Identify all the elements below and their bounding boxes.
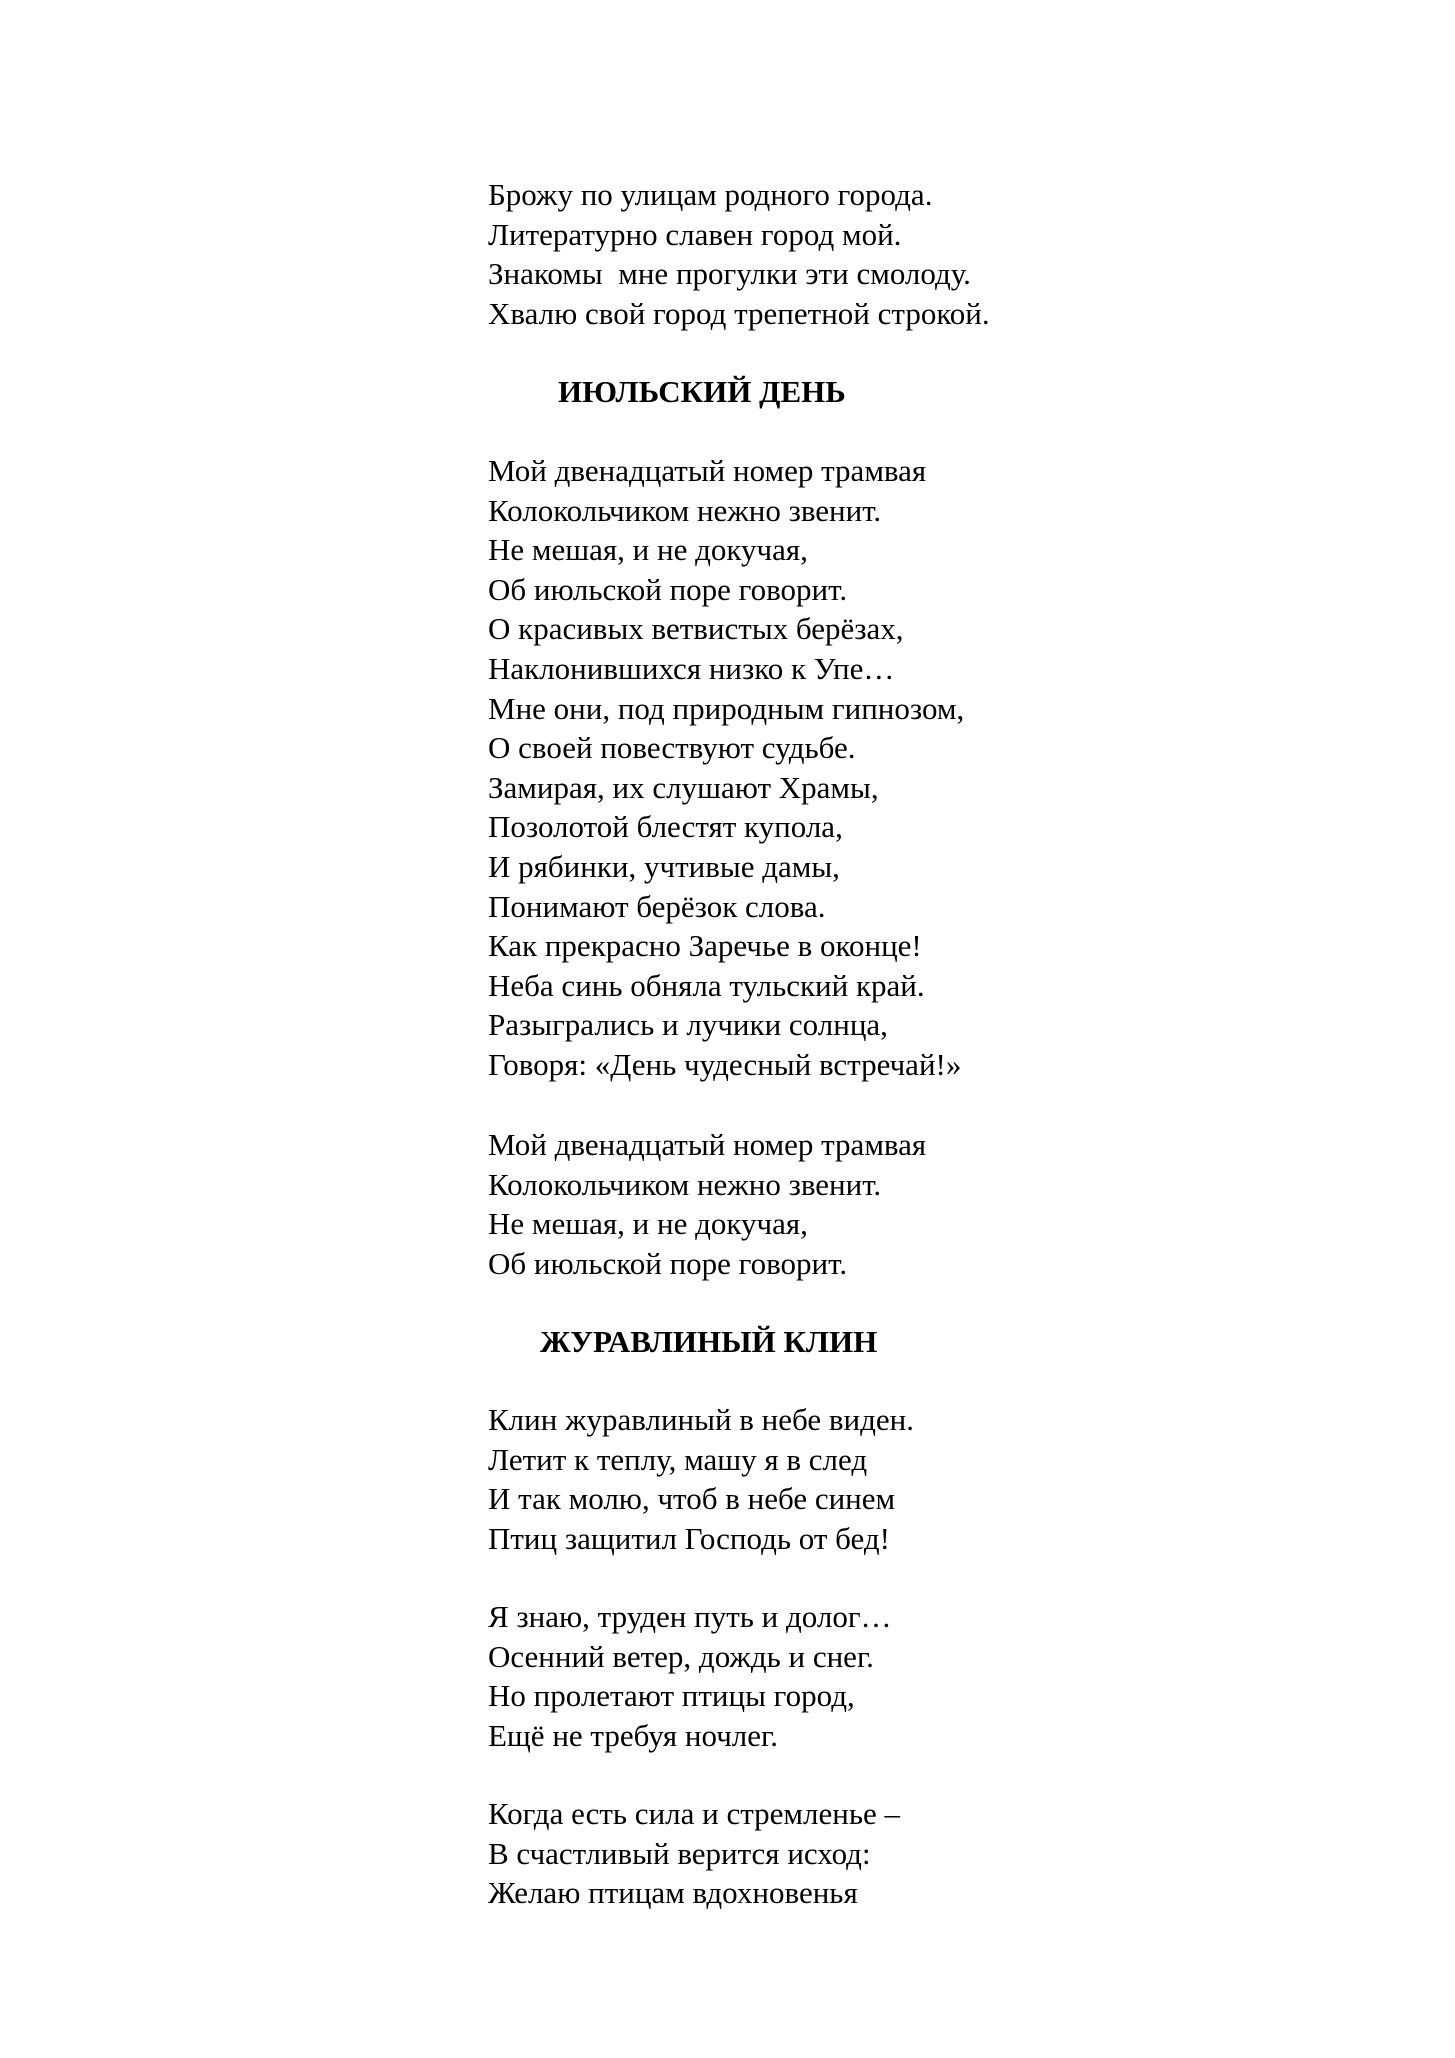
poem-line: Литературно славен город мой. (488, 216, 902, 252)
poem-line: В счастливый верится исход: (488, 1835, 871, 1871)
poem-line: Птиц защитил Господь от бед! (488, 1520, 890, 1556)
poem-line: Не мешая, и не докучая, (488, 1206, 808, 1242)
poem-stanza (488, 1125, 1288, 1283)
poem-line: Об июльской поре говорит. (488, 571, 848, 607)
poem-line: О своей повествуют судьбе. (488, 730, 856, 766)
intro-stanza (488, 175, 1288, 333)
poem-line: Мой двенадцатый номер трамвая (488, 1127, 927, 1162)
poem-line: Брожу по улицам родного города. (488, 177, 933, 212)
poem-title: ЖУРАВЛИНЫЙ КЛИН (540, 1324, 878, 1359)
poem-line: Знакомы мне прогулки эти смолоду. (488, 256, 971, 292)
poem-line: Об июльской поре говорит. (488, 1245, 848, 1281)
poem-line: Осенний ветер, дождь и снег. (488, 1638, 874, 1674)
poem-line: Желаю птицам вдохновенья (488, 1875, 858, 1911)
poem-line: Но пролетают птицы город, (488, 1678, 855, 1714)
poem-line: Понимают берёзок слова. (488, 888, 826, 924)
poem-line: Хвалю свой город трепетной строкой. (488, 295, 990, 331)
poem-line: Летит к теплу, машу я в след (488, 1441, 868, 1477)
poem-line: Когда есть сила и стремленье – (488, 1796, 901, 1831)
poem-line: Не мешая, и не докучая, (488, 532, 808, 568)
poem-line: Ещё не требуя ночлег. (488, 1717, 779, 1753)
poem-stanza (488, 1794, 1288, 1913)
poem-line: Разыгрались и лучики солнца, (488, 1007, 888, 1043)
poem-line: Наклонившихся низко к Упе… (488, 650, 895, 686)
poem-line: Как прекрасно Заречье в оконце! (488, 928, 922, 964)
poem-line: Неба синь обняла тульский край. (488, 967, 925, 1003)
poem-line: Клин журавлиный в небе виден. (488, 1402, 915, 1437)
poem-line: Замирая, их слушают Храмы, (488, 769, 879, 805)
poem-stanza (488, 1400, 1288, 1558)
poem-line: Говоря: «День чудесный встречай!» (488, 1046, 962, 1082)
poem-line: О красивых ветвистых берёзах, (488, 611, 904, 647)
poem-stanza (488, 451, 1288, 1085)
poem-line: Я знаю, труден путь и долог… (488, 1599, 892, 1634)
poem-stanza (488, 1597, 1288, 1755)
poem-line: Колокольчиком нежно звенит. (488, 1166, 882, 1202)
poem-line: И так молю, чтоб в небе синем (488, 1481, 896, 1517)
poem-line: Мой двенадцатый номер трамвая (488, 453, 927, 488)
poem-line: Позолотой блестят купола, (488, 809, 843, 845)
poem-title: ИЮЛЬСКИЙ ДЕНЬ (558, 374, 846, 409)
poem-line: Мне они, под природным гипнозом, (488, 690, 965, 726)
poem-line: Колокольчиком нежно звенит. (488, 492, 882, 528)
poem-line: И рябинки, учтивые дамы, (488, 848, 840, 884)
